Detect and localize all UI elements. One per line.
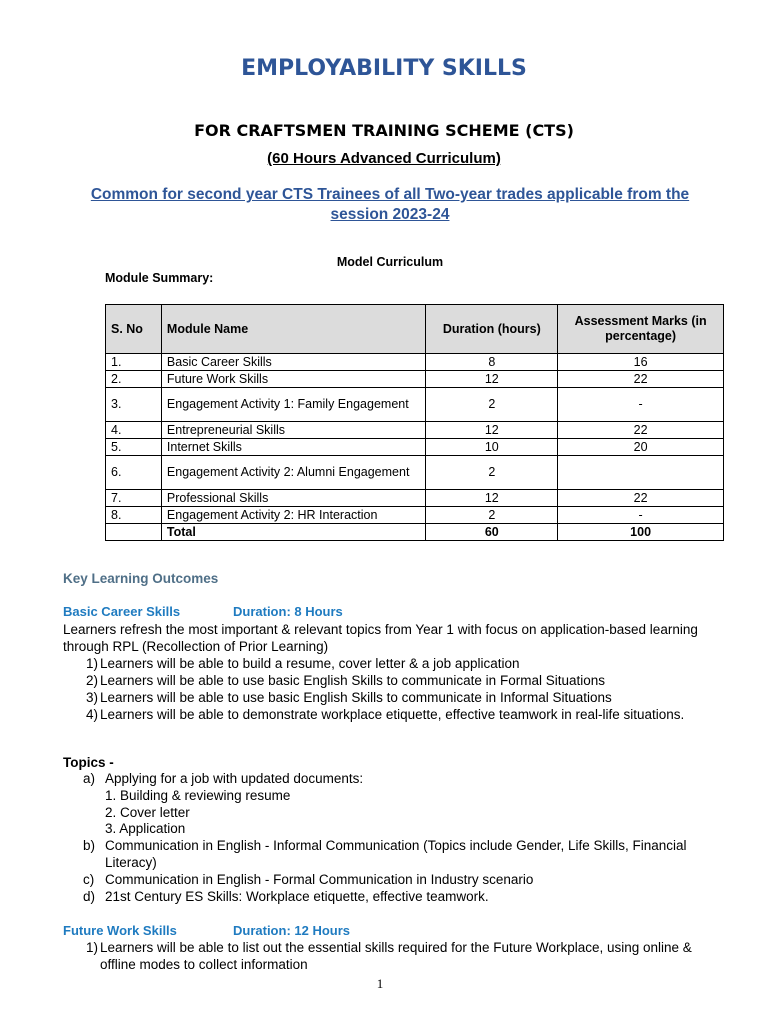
cell-marks: 20 bbox=[558, 439, 724, 456]
cell-module: Engagement Activity 2: Alumni Engagement bbox=[161, 456, 426, 490]
list-text: Learners will be able to build a resume, cover letter & a job application bbox=[100, 656, 520, 671]
cell-module: Engagement Activity 1: Family Engagement bbox=[161, 388, 426, 422]
list-text: Learners will be able to use basic English Skills to communicate in Formal Situations bbox=[100, 673, 605, 688]
basic-career-skills-heading bbox=[63, 604, 343, 619]
cell-total-marks: 100 bbox=[558, 524, 724, 541]
section-title: Basic Career Skills bbox=[63, 604, 181, 619]
header-module-name: Module Name bbox=[161, 305, 426, 354]
cell-duration: 8 bbox=[426, 354, 558, 371]
basic-outcomes-list bbox=[63, 655, 723, 723]
list-item bbox=[63, 939, 723, 973]
table-row bbox=[106, 456, 724, 490]
cell-sno: 1. bbox=[106, 354, 162, 371]
table-row bbox=[106, 388, 724, 422]
section-duration: Duration: 8 Hours bbox=[233, 604, 343, 619]
topic-item bbox=[63, 838, 723, 872]
module-summary-label: Module Summary: bbox=[105, 271, 214, 285]
table-row bbox=[106, 507, 724, 524]
page-number: 1 bbox=[376, 976, 384, 991]
table-row bbox=[106, 371, 724, 388]
key-learning-outcomes-heading: Key Learning Outcomes bbox=[63, 571, 219, 586]
header-assessment: Assessment Marks (in percentage) bbox=[558, 305, 724, 354]
basic-intro-paragraph: Learners refresh the most important & relevant topics from Year 1 with focus on application-based learning through RPL (Recollection of Prior Learning) bbox=[63, 622, 698, 654]
subtopic-item: 3. Application bbox=[105, 821, 186, 837]
future-work-skills-heading bbox=[63, 923, 351, 938]
cell-marks: 22 bbox=[558, 422, 724, 439]
list-marker: 1) bbox=[85, 940, 98, 955]
list-marker: c) bbox=[83, 871, 95, 887]
topic-text: Communication in English - Informal Communication (Topics include Gender, Life Skills, Financial Literacy) bbox=[105, 838, 687, 870]
cell-marks bbox=[558, 456, 724, 490]
cell-sno: 2. bbox=[106, 371, 162, 388]
section-duration: Duration: 12 Hours bbox=[233, 923, 351, 938]
table-total-row bbox=[106, 524, 724, 541]
cell-sno: 8. bbox=[106, 507, 162, 524]
cell-sno-empty bbox=[106, 524, 162, 541]
cell-marks: - bbox=[558, 507, 724, 524]
list-text: Learners will be able to use basic English Skills to communicate in Informal Situations bbox=[100, 690, 612, 705]
topics-label: Topics - bbox=[63, 755, 114, 770]
cell-sno: 7. bbox=[106, 490, 162, 507]
table-row bbox=[106, 354, 724, 371]
subtopic-item: 2. Cover letter bbox=[105, 804, 190, 820]
subtopic-item: 1. Building & reviewing resume bbox=[105, 787, 291, 803]
topic-item bbox=[63, 872, 723, 889]
cell-duration: 2 bbox=[426, 507, 558, 524]
list-text: Learners will be able to list out the essential skills required for the Future Workplace, using online & offline modes to collect information bbox=[100, 940, 692, 972]
cell-marks: 22 bbox=[558, 490, 724, 507]
cell-module: Basic Career Skills bbox=[161, 354, 426, 371]
applicability-note: Common for second year CTS Trainees of all Two-year trades applicable from the session 2023-24 bbox=[90, 186, 690, 223]
list-item bbox=[63, 655, 723, 672]
cell-module: Professional Skills bbox=[161, 490, 426, 507]
list-item bbox=[63, 672, 723, 689]
cell-duration: 12 bbox=[426, 422, 558, 439]
header-sno: S. No bbox=[106, 305, 162, 354]
topic-item bbox=[63, 889, 723, 906]
topic-text: 21st Century ES Skills: Workplace etiquette, effective teamwork. bbox=[105, 888, 489, 904]
list-marker: d) bbox=[83, 888, 96, 904]
topic-text: Communication in English - Formal Communication in Industry scenario bbox=[105, 871, 534, 887]
table-row bbox=[106, 490, 724, 507]
cell-total-label: Total bbox=[161, 524, 426, 541]
module-summary-table bbox=[105, 304, 724, 541]
list-text: Learners will be able to demonstrate workplace etiquette, effective teamwork in real-life situations. bbox=[100, 707, 685, 722]
cell-sno: 6. bbox=[106, 456, 162, 490]
cell-module: Entrepreneurial Skills bbox=[161, 422, 426, 439]
curriculum-hours-subtitle: (60 Hours Advanced Curriculum) bbox=[267, 150, 501, 167]
list-marker: b) bbox=[83, 838, 96, 854]
list-marker: 3) bbox=[85, 690, 98, 705]
table-row bbox=[106, 439, 724, 456]
list-item bbox=[63, 706, 723, 723]
cell-duration: 10 bbox=[426, 439, 558, 456]
list-marker: 4) bbox=[85, 707, 98, 722]
document-title: EMPLOYABILITY SKILLS bbox=[241, 56, 527, 81]
list-item bbox=[63, 689, 723, 706]
list-marker: 1) bbox=[85, 656, 98, 671]
future-outcomes-list bbox=[63, 939, 723, 973]
cell-duration: 12 bbox=[426, 490, 558, 507]
cell-duration: 12 bbox=[426, 371, 558, 388]
section-title: Future Work Skills bbox=[63, 923, 177, 938]
topic-text: Applying for a job with updated documents: bbox=[105, 771, 364, 786]
cell-marks: - bbox=[558, 388, 724, 422]
cell-module: Future Work Skills bbox=[161, 371, 426, 388]
cell-marks: 16 bbox=[558, 354, 724, 371]
cell-module: Internet Skills bbox=[161, 439, 426, 456]
table-row bbox=[106, 422, 724, 439]
list-marker: 2) bbox=[85, 673, 98, 688]
document-subtitle: FOR CRAFTSMEN TRAINING SCHEME (CTS) bbox=[194, 121, 574, 140]
topics-list bbox=[63, 771, 723, 905]
table-header-row bbox=[106, 305, 724, 354]
topic-item bbox=[63, 771, 723, 788]
model-curriculum-heading: Model Curriculum bbox=[336, 255, 444, 269]
cell-total-duration: 60 bbox=[426, 524, 558, 541]
cell-module: Engagement Activity 2: HR Interaction bbox=[161, 507, 426, 524]
cell-sno: 5. bbox=[106, 439, 162, 456]
cell-marks: 22 bbox=[558, 371, 724, 388]
header-duration: Duration (hours) bbox=[426, 305, 558, 354]
list-marker: a) bbox=[83, 771, 96, 786]
cell-sno: 3. bbox=[106, 388, 162, 422]
cell-duration: 2 bbox=[426, 456, 558, 490]
cell-duration: 2 bbox=[426, 388, 558, 422]
cell-sno: 4. bbox=[106, 422, 162, 439]
